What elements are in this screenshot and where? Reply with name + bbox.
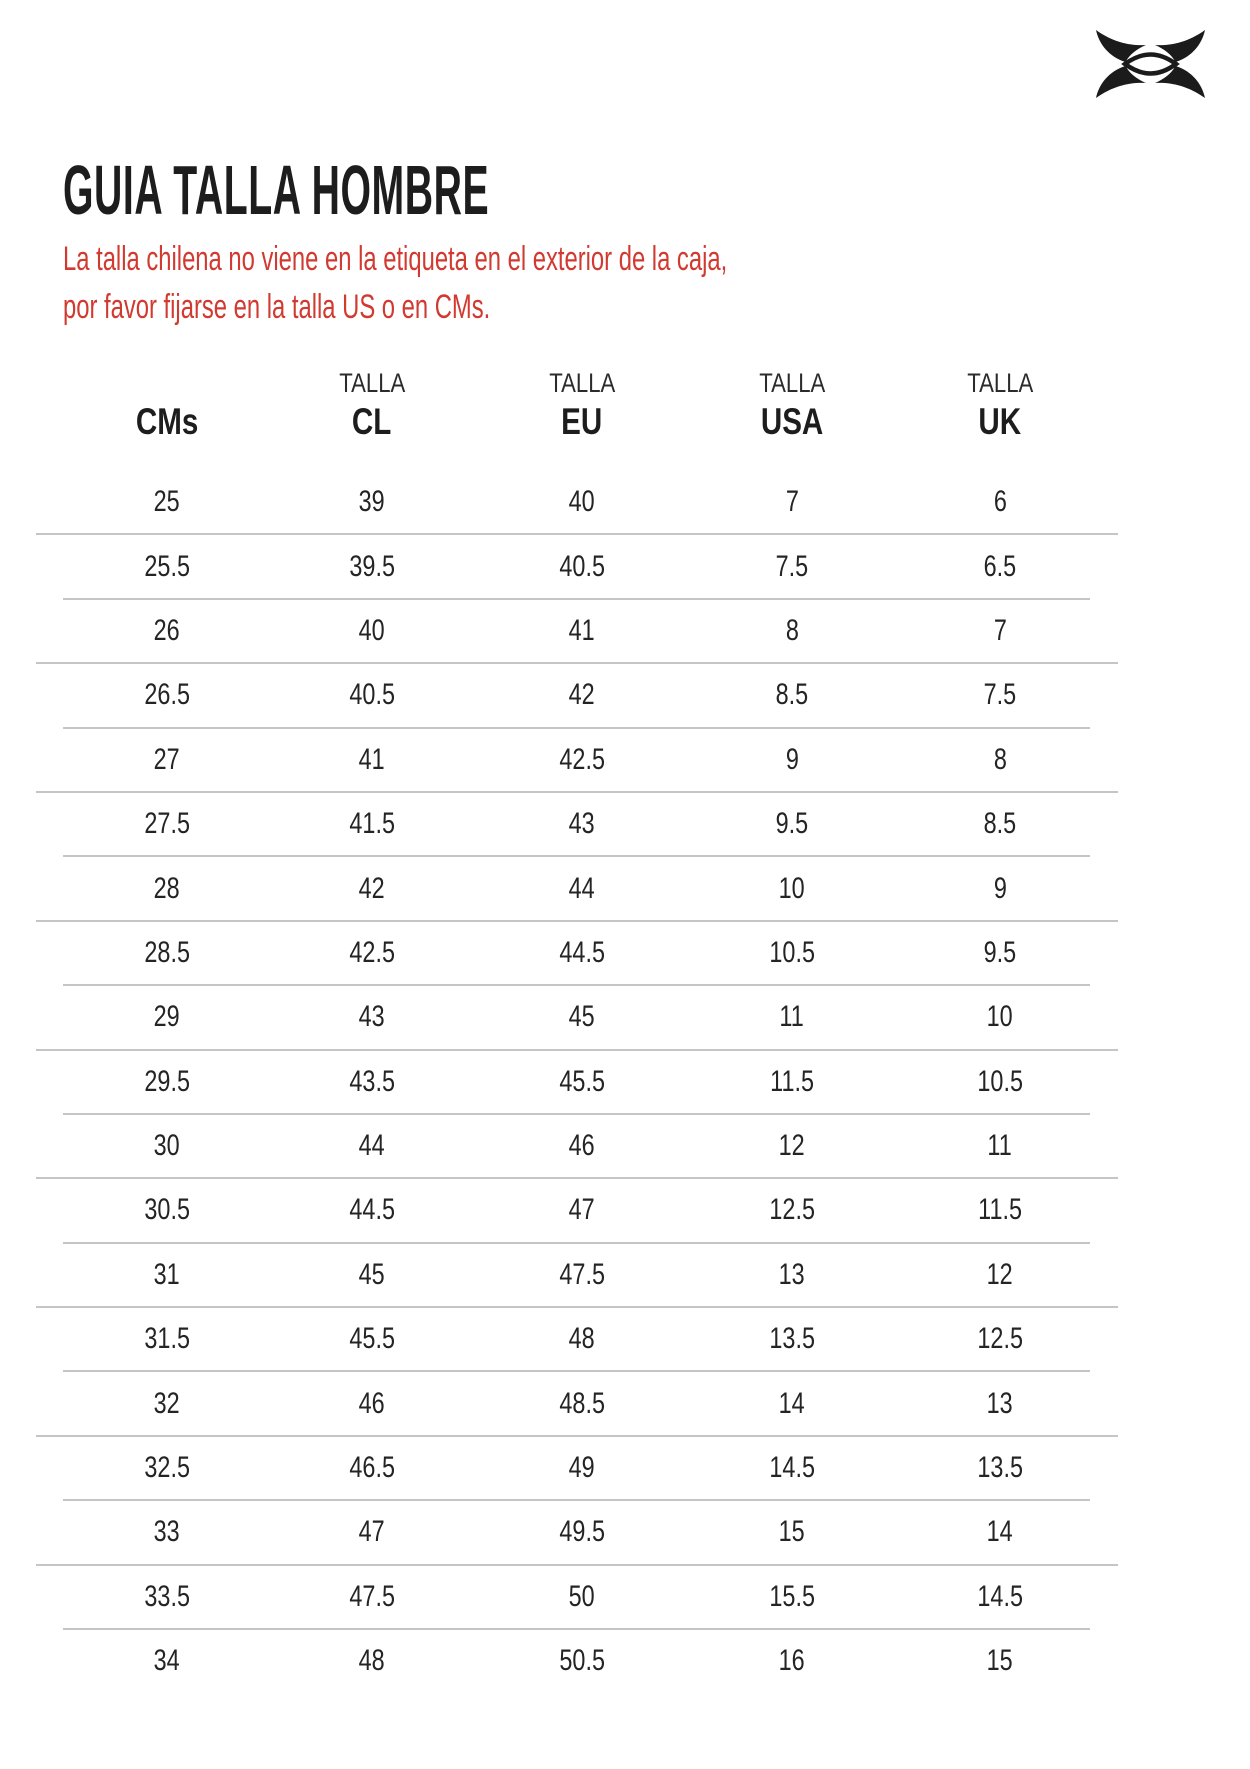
cell-usa: 10.5 xyxy=(769,935,815,969)
cell-eu: 40 xyxy=(568,485,596,519)
column-label-eu: EU xyxy=(561,401,603,442)
cell-usa: 9.5 xyxy=(775,807,809,841)
cell-uk: 14 xyxy=(986,1515,1014,1549)
table-row xyxy=(36,1307,1134,1371)
cell-eu: 44 xyxy=(568,871,596,905)
cell-cms: 30 xyxy=(153,1129,181,1163)
cell-cms: 31 xyxy=(153,1257,181,1291)
cell-cl: 46.5 xyxy=(349,1451,395,1485)
cell-uk: 8 xyxy=(993,742,1007,776)
table-row xyxy=(36,1629,1134,1693)
cell-usa: 16 xyxy=(778,1644,806,1678)
cell-uk: 13.5 xyxy=(977,1451,1023,1485)
table-row xyxy=(36,1565,1134,1629)
cell-cl: 39.5 xyxy=(349,549,395,583)
cell-eu: 40.5 xyxy=(559,549,605,583)
column-label-usa: USA xyxy=(760,401,824,442)
cell-eu: 49 xyxy=(568,1451,596,1485)
table-row xyxy=(36,599,1134,663)
cell-cms: 33.5 xyxy=(144,1579,190,1613)
cell-cl: 46 xyxy=(358,1386,386,1420)
column-group-label: TALLA xyxy=(338,368,406,398)
cell-cms: 26.5 xyxy=(144,678,190,712)
column-group-label: TALLA xyxy=(966,368,1034,398)
table-row xyxy=(36,470,1134,534)
cell-cl: 40.5 xyxy=(349,678,395,712)
table-row xyxy=(36,792,1134,856)
page-title xyxy=(63,150,824,229)
cell-cl: 44 xyxy=(358,1129,386,1163)
column-header-cl xyxy=(298,366,446,448)
cell-cl: 48 xyxy=(358,1644,386,1678)
table-row xyxy=(36,1114,1134,1178)
table-row xyxy=(36,985,1134,1049)
cell-usa: 11 xyxy=(779,1000,805,1034)
cell-uk: 12 xyxy=(986,1257,1014,1291)
cell-cl: 42 xyxy=(358,871,386,905)
cell-usa: 13 xyxy=(778,1257,806,1291)
cell-cl: 39 xyxy=(358,485,386,519)
table-row xyxy=(36,1178,1134,1242)
size-note-line2: por favor fijarse en la talla US o en CMs. xyxy=(63,287,491,326)
table-row xyxy=(36,1371,1134,1435)
size-table-header xyxy=(36,366,1134,448)
cell-cl: 44.5 xyxy=(349,1193,395,1227)
cell-eu: 42 xyxy=(568,678,596,712)
cell-cl: 41.5 xyxy=(349,807,395,841)
cell-uk: 9 xyxy=(993,871,1007,905)
cell-eu: 47.5 xyxy=(559,1257,605,1291)
cell-uk: 15 xyxy=(986,1644,1014,1678)
cell-uk: 13 xyxy=(986,1386,1014,1420)
cell-uk: 7.5 xyxy=(983,678,1017,712)
cell-eu: 43 xyxy=(568,807,596,841)
cell-cl: 43 xyxy=(358,1000,386,1034)
table-row xyxy=(36,663,1134,727)
column-header-eu xyxy=(446,366,718,448)
cell-eu: 48.5 xyxy=(559,1386,605,1420)
cell-cms: 32.5 xyxy=(144,1451,190,1485)
cell-uk: 7 xyxy=(993,613,1007,647)
cell-usa: 15 xyxy=(778,1515,806,1549)
cell-eu: 46 xyxy=(568,1129,596,1163)
cell-usa: 9 xyxy=(785,742,799,776)
table-row xyxy=(36,921,1134,985)
cell-uk: 6 xyxy=(993,485,1007,519)
cell-cms: 27.5 xyxy=(144,807,190,841)
cell-cms: 33 xyxy=(153,1515,181,1549)
cell-cl: 42.5 xyxy=(349,935,395,969)
cell-cl: 47 xyxy=(358,1515,386,1549)
cell-usa: 13.5 xyxy=(769,1322,815,1356)
size-note xyxy=(63,236,1012,331)
under-armour-logo xyxy=(1088,28,1213,100)
cell-uk: 10 xyxy=(986,1000,1014,1034)
cell-eu: 50 xyxy=(568,1579,596,1613)
cell-eu: 45.5 xyxy=(559,1064,605,1098)
cell-cms: 28 xyxy=(153,871,181,905)
size-table-body xyxy=(36,470,1134,1693)
cell-usa: 12.5 xyxy=(769,1193,815,1227)
table-row xyxy=(36,1436,1134,1500)
cell-cl: 40 xyxy=(358,613,386,647)
cell-uk: 12.5 xyxy=(977,1322,1023,1356)
page-title-text: GUIA TALLA HOMBRE xyxy=(63,150,490,229)
table-row xyxy=(36,728,1134,792)
cell-eu: 42.5 xyxy=(559,742,605,776)
cell-usa: 8.5 xyxy=(775,678,809,712)
column-group-label: TALLA xyxy=(548,368,616,398)
cell-uk: 6.5 xyxy=(983,549,1017,583)
cell-usa: 15.5 xyxy=(769,1579,815,1613)
cell-cl: 45 xyxy=(358,1257,386,1291)
cell-usa: 8 xyxy=(785,613,799,647)
cell-uk: 11 xyxy=(987,1129,1013,1163)
cell-eu: 48 xyxy=(568,1322,596,1356)
column-label-cms: CMs xyxy=(135,401,199,442)
table-row xyxy=(36,856,1134,920)
cell-eu: 45 xyxy=(568,1000,596,1034)
cell-uk: 10.5 xyxy=(977,1064,1023,1098)
cell-cms: 31.5 xyxy=(144,1322,190,1356)
cell-usa: 7 xyxy=(785,485,799,519)
cell-uk: 14.5 xyxy=(977,1579,1023,1613)
cell-usa: 11.5 xyxy=(770,1064,814,1098)
cell-cl: 43.5 xyxy=(349,1064,395,1098)
cell-eu: 44.5 xyxy=(559,935,605,969)
cell-cms: 27 xyxy=(153,742,181,776)
cell-eu: 49.5 xyxy=(559,1515,605,1549)
cell-uk: 9.5 xyxy=(983,935,1017,969)
cell-uk: 11.5 xyxy=(978,1193,1022,1227)
cell-eu: 41 xyxy=(568,613,596,647)
cell-cms: 28.5 xyxy=(144,935,190,969)
size-table xyxy=(36,358,1134,1704)
column-header-usa xyxy=(718,366,866,448)
size-note-line1: La talla chilena no viene en la etiqueta en el exterior de la caja, xyxy=(63,240,728,278)
column-header-cms xyxy=(36,366,298,448)
cell-usa: 14.5 xyxy=(769,1451,815,1485)
cell-usa: 10 xyxy=(778,871,806,905)
table-row xyxy=(36,1050,1134,1114)
column-header-uk xyxy=(866,366,1134,448)
table-row xyxy=(36,1243,1134,1307)
cell-eu: 50.5 xyxy=(559,1644,605,1678)
cell-cms: 34 xyxy=(153,1644,181,1678)
cell-uk: 8.5 xyxy=(983,807,1017,841)
cell-cms: 25 xyxy=(153,485,181,519)
cell-cms: 29 xyxy=(153,1000,181,1034)
table-row xyxy=(36,1500,1134,1564)
cell-usa: 12 xyxy=(778,1129,806,1163)
cell-cl: 45.5 xyxy=(349,1322,395,1356)
cell-usa: 14 xyxy=(778,1386,806,1420)
cell-eu: 47 xyxy=(568,1193,596,1227)
table-row xyxy=(36,534,1134,598)
column-label-cl: CL xyxy=(352,401,392,442)
cell-usa: 7.5 xyxy=(775,549,809,583)
cell-cl: 41 xyxy=(358,742,386,776)
column-group-label: TALLA xyxy=(758,368,826,398)
column-label-uk: UK xyxy=(978,401,1022,442)
cell-cms: 26 xyxy=(153,613,181,647)
cell-cms: 32 xyxy=(153,1386,181,1420)
cell-cms: 29.5 xyxy=(144,1064,190,1098)
cell-cms: 30.5 xyxy=(144,1193,190,1227)
cell-cms: 25.5 xyxy=(144,549,190,583)
cell-cl: 47.5 xyxy=(349,1579,395,1613)
